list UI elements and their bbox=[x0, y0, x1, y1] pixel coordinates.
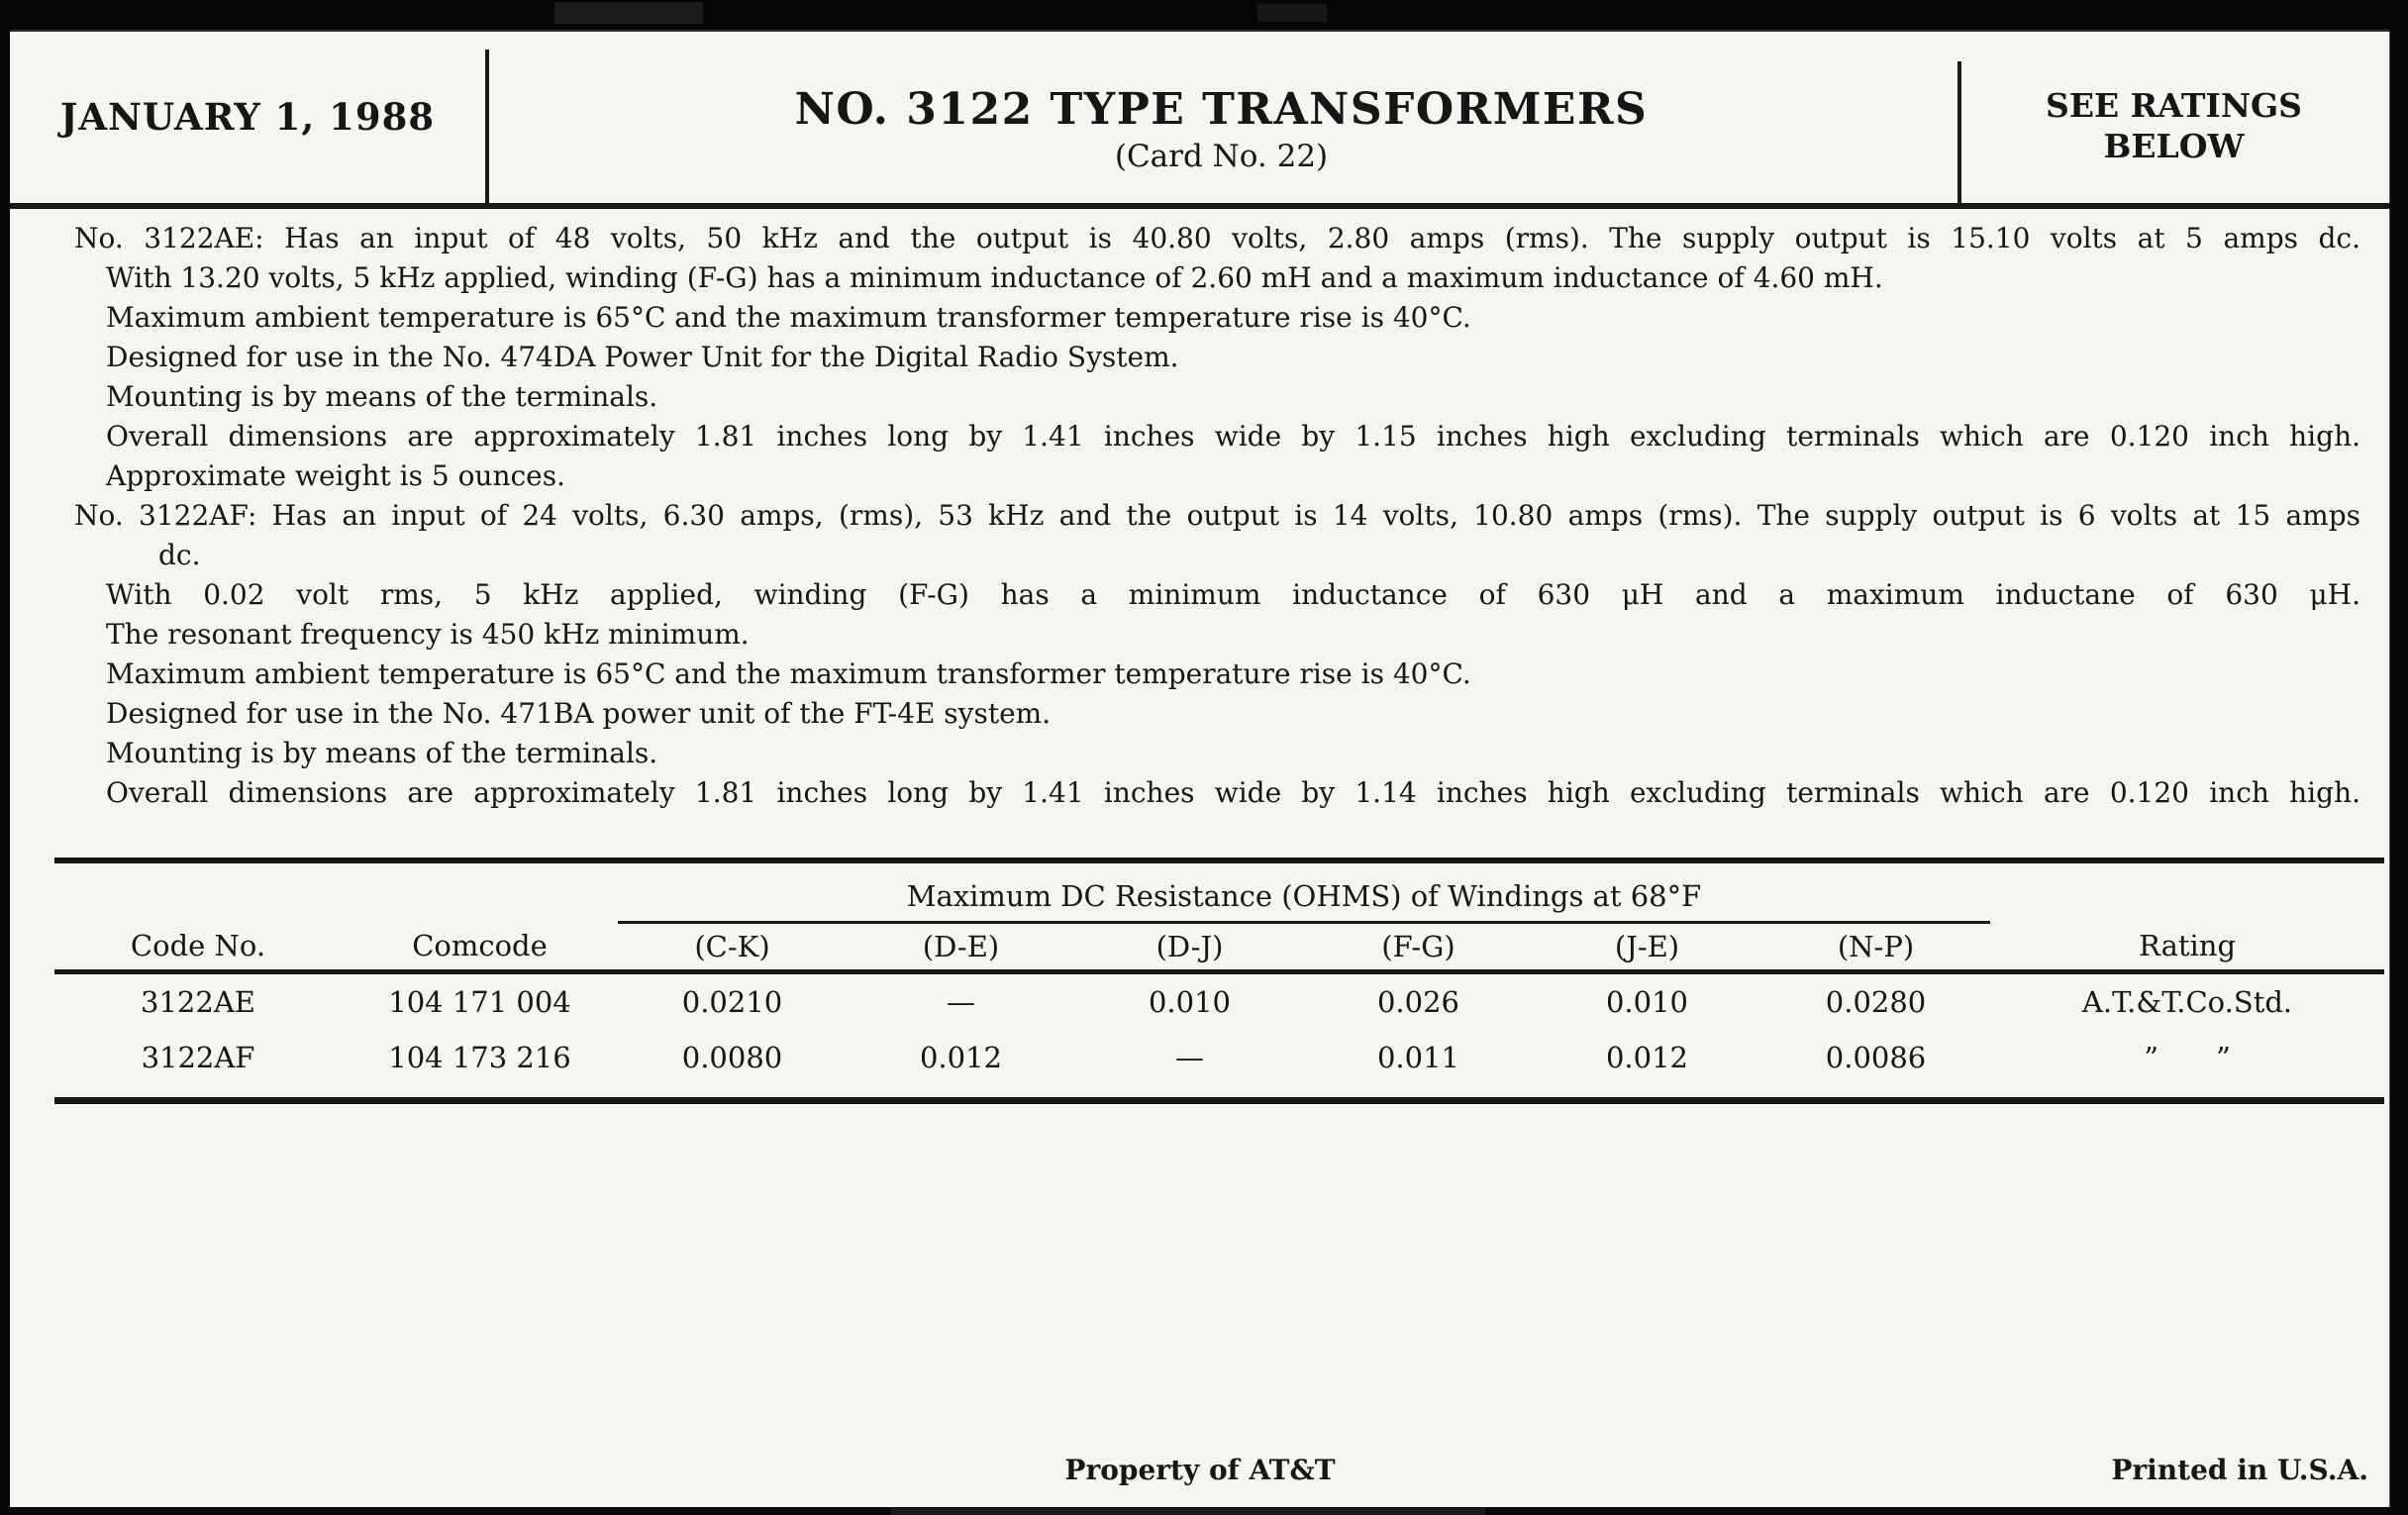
column-header-code: Code No. bbox=[54, 923, 342, 972]
cell-np: 0.0086 bbox=[1825, 1041, 1927, 1074]
cell-dj: 0.010 bbox=[1148, 985, 1232, 1019]
column-header-ck: (C-K) bbox=[618, 923, 847, 972]
card-header bbox=[10, 30, 2390, 209]
description-line-text: Maximum ambient temperature is 65°C and the maximum transformer temperature rise is 40°C. bbox=[106, 657, 1471, 690]
table-row bbox=[54, 972, 2384, 1031]
cell-code: 3122AE bbox=[141, 985, 255, 1019]
card-title: NO. 3122 TYPE TRANSFORMERS bbox=[794, 84, 1649, 135]
cell-rating: A.T.&T.Co.Std. bbox=[2081, 985, 2293, 1019]
description-line-text: Overall dimensions are approximately 1.81 inches long by 1.41 inches wide by 1.14 inches high excluding terminals which are 0.120 inch high. bbox=[106, 776, 2360, 809]
column-header-np: (N-P) bbox=[1761, 923, 1990, 972]
description-line bbox=[74, 734, 2360, 773]
description-line bbox=[74, 496, 2360, 536]
cell-de: 0.012 bbox=[919, 1041, 1003, 1074]
ratings-note-line1: SEE RATINGS bbox=[2045, 85, 2303, 125]
description-block bbox=[74, 219, 2360, 813]
header-divider bbox=[1957, 61, 1961, 203]
resistance-table bbox=[54, 858, 2384, 1104]
description-line-text: Mounting is by means of the terminals. bbox=[106, 737, 658, 769]
table-row bbox=[54, 1030, 2384, 1101]
scan-top-smudge bbox=[554, 2, 703, 24]
cell-je: 0.012 bbox=[1605, 1041, 1689, 1074]
header-ratings-cell bbox=[1957, 30, 2390, 203]
span-header: Maximum DC Resistance (OHMS) of Windings at 68°F bbox=[618, 860, 1990, 923]
printed-notice: Printed in U.S.A. bbox=[2111, 1454, 2368, 1486]
scan-top-smudge bbox=[1257, 4, 1327, 22]
cell-de: — bbox=[947, 985, 975, 1019]
description-line bbox=[74, 377, 2360, 417]
description-line-text: With 0.02 volt rms, 5 kHz applied, winding (F-G) has a minimum inductance of 630 μH and a maximum inductane of 630 μH. bbox=[106, 578, 2360, 611]
card-footer bbox=[10, 1454, 2390, 1495]
description-line-text: Approximate weight is 5 ounces. bbox=[106, 459, 566, 492]
column-header-dj: (D-J) bbox=[1075, 923, 1304, 972]
description-line-text: Designed for use in the No. 474DA Power Unit for the Digital Radio System. bbox=[106, 341, 1179, 373]
card-number: (Card No. 22) bbox=[1114, 139, 1329, 174]
description-line bbox=[74, 575, 2360, 615]
header-title-cell bbox=[485, 30, 1957, 203]
description-line-text: dc. bbox=[158, 539, 201, 571]
description-line-text: No. 3122AE: Has an input of 48 volts, 50 kHz and the output is 40.80 volts, 2.80 amps (rms). The supply output is 15.10 volts at 5 amps dc. bbox=[74, 222, 2360, 254]
cell-ck: 0.0210 bbox=[681, 985, 783, 1019]
property-notice: Property of AT&T bbox=[1064, 1454, 1336, 1486]
span-header-spacer bbox=[54, 860, 618, 923]
cell-code: 3122AF bbox=[141, 1041, 255, 1074]
description-line-text: Mounting is by means of the terminals. bbox=[106, 380, 658, 413]
description-line bbox=[74, 219, 2360, 258]
span-header-spacer bbox=[1990, 860, 2384, 923]
cell-je: 0.010 bbox=[1605, 985, 1689, 1019]
column-header-de: (D-E) bbox=[847, 923, 1075, 972]
cell-fg: 0.011 bbox=[1376, 1041, 1460, 1074]
table-span-header-row bbox=[54, 860, 2384, 923]
ratings-note-line2: BELOW bbox=[2103, 126, 2245, 165]
cell-ck: 0.0080 bbox=[681, 1041, 783, 1074]
column-header-comcode: Comcode bbox=[342, 923, 618, 972]
description-line bbox=[74, 338, 2360, 377]
description-line-text: Overall dimensions are approximately 1.81 inches long by 1.41 inches wide by 1.15 inches high excluding terminals which are 0.120 inch high. bbox=[106, 420, 2360, 453]
scan-bottom-smudge bbox=[891, 1508, 1485, 1515]
cell-np: 0.0280 bbox=[1825, 985, 1927, 1019]
cell-dj: — bbox=[1175, 1041, 1204, 1074]
description-line bbox=[74, 536, 2360, 575]
description-line bbox=[74, 694, 2360, 734]
description-line-text: Maximum ambient temperature is 65°C and the maximum transformer temperature rise is 40°C. bbox=[106, 301, 1471, 334]
description-line-text: Designed for use in the No. 471BA power unit of the FT-4E system. bbox=[106, 697, 1052, 730]
description-line bbox=[74, 298, 2360, 338]
data-card bbox=[10, 30, 2390, 1507]
description-line bbox=[74, 615, 2360, 655]
column-header-rating: Rating bbox=[1990, 923, 2384, 972]
header-divider bbox=[485, 50, 489, 203]
description-line bbox=[74, 773, 2360, 813]
description-line bbox=[74, 456, 2360, 496]
cell-fg: 0.026 bbox=[1376, 985, 1460, 1019]
cell-rating: ” ” bbox=[2144, 1041, 2231, 1074]
cell-comcode: 104 171 004 bbox=[388, 985, 571, 1019]
issue-date: JANUARY 1, 1988 bbox=[59, 94, 436, 139]
description-line bbox=[74, 655, 2360, 694]
table-column-header-row bbox=[54, 923, 2384, 972]
column-header-fg: (F-G) bbox=[1304, 923, 1533, 972]
column-header-je: (J-E) bbox=[1533, 923, 1761, 972]
description-line-text: With 13.20 volts, 5 kHz applied, winding (F-G) has a minimum inductance of 2.60 mH and a maximum inductance of 4.60 mH. bbox=[106, 261, 1883, 294]
cell-comcode: 104 173 216 bbox=[388, 1041, 571, 1074]
description-line bbox=[74, 258, 2360, 298]
description-line-text: No. 3122AF: Has an input of 24 volts, 6.30 amps, (rms), 53 kHz and the output is 14 volts, 10.80 amps (rms). The supply output is 6 volts at 15 amps bbox=[74, 499, 2360, 532]
description-line-text: The resonant frequency is 450 kHz minimum. bbox=[106, 618, 750, 651]
header-date-cell bbox=[10, 30, 485, 203]
table-body bbox=[54, 972, 2384, 1101]
description-line bbox=[74, 417, 2360, 456]
